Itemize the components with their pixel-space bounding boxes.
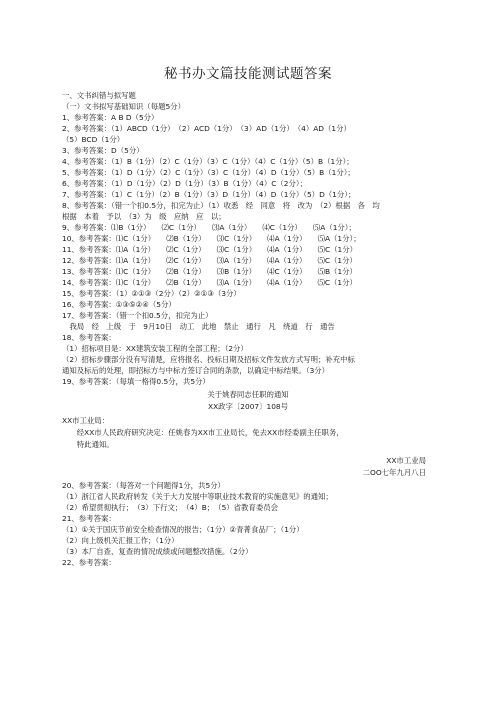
answer-line: 7、参考答案：（1）C（1分）（2）B（1分）（3）D（1分）（4）D（1分）（5）D（1分）； xyxy=(62,190,356,199)
answer-line: （1）①关于国庆节前安全检查情况的报告；（1分）②青菁食品厂；（1分） xyxy=(62,525,304,534)
answer-line: 1、参考答案：A B D（5分） xyxy=(62,113,159,122)
answer-line: （3）本厂自查、复查的情况成绩或问题整改措施。（2分） xyxy=(62,547,253,556)
answer-line: 10、参考答案：⑴C（1分） ⑵B（1分） ⑶C（1分） ⑷A（1分） ⑸A（1分）； xyxy=(62,234,361,243)
section-heading: 一、文书纠错与拟写题 xyxy=(62,91,136,100)
answer-line: 4、参考答案：（1）B（1分）（2）C（1分）（3）C（1分）（4）C（1分）（5）B（1分）； xyxy=(62,157,354,166)
answer-line: 20、参考答案：（每答对一个问题得1分，共5分） xyxy=(62,481,225,490)
notice-body: 特此通知。 xyxy=(62,440,114,449)
answer-line: 13、参考答案：⑴C（1分） ⑵B（1分） ⑶B（1分） ⑷C（1分） ⑸B（1分） xyxy=(62,267,357,276)
answer-line: 6、参考答案：（1）D（1分）（2）D（1分）（3）B（1分）（4）C（2分）； xyxy=(62,179,307,188)
answer-line: （2）希望贯彻执行； （3）下行文； （4）B； （5）省教育委员会 xyxy=(62,503,279,512)
answer-line: 11、参考答案：⑴A（1分） ⑵C（1分） ⑶C（1分） ⑷A（1分） ⑸C（1分） xyxy=(62,245,357,254)
answer-line: 3、参考答案：D（5分） xyxy=(62,146,144,155)
notice-recipient: XX市工业局： xyxy=(62,416,110,425)
subsection-heading: （一）文书拟写基础知识（每题5分） xyxy=(62,102,185,111)
notice-body: 经XX市人民政府研究决定：任姚春为XX市工业局长，免去XX市经委副主任职务， xyxy=(62,428,344,437)
document-title: 秘书办文篇技能测试题答案 xyxy=(164,66,332,82)
answer-line: （1）浙江省人民政府转发《关于大力发展中等职业技术教育的实施意见》的通知； xyxy=(62,492,333,501)
notice-date: 二OO七年九月八日 xyxy=(362,468,426,477)
answer-line: 14、参考答案：⑴C（1分） ⑵B（1分） ⑶A（1分） ⑷A（1分） ⑸C（1分） xyxy=(62,278,357,287)
answer-line: 5、参考答案：（1）D（1分）（2）C（1分）（3）C（1分）（4）D（1分）（5）B（1分）； xyxy=(62,168,355,177)
answer-line: 15、参考答案：（1）②①③（2分）（2）②①③（3分） xyxy=(62,289,241,298)
answer-line: 我局 经 上级 于 9月10日 动工 此地 禁止 通行 凡 绕道 行 通告 xyxy=(62,322,335,331)
notice-signature: XX市工业局 xyxy=(386,456,426,465)
answer-line: （2）向上级机关汇报工作；（1分） xyxy=(62,536,179,545)
answer-line: （1）招标项目是：XX建筑安装工程的全部工程；（2分） xyxy=(62,344,248,353)
answer-line: （5）BCD（1分） xyxy=(62,135,125,144)
answer-line: 18、参考答案： xyxy=(62,333,116,342)
answer-line: 22、参考答案： xyxy=(62,558,116,567)
answer-line: 19、参考答案：（每填一格得0.5分，共5分） xyxy=(62,377,210,386)
answer-line: 17、参考答案：（错一个扣0.5分，扣完为止） xyxy=(62,311,213,320)
notice-title: 关于姚春同志任职的通知 xyxy=(207,390,289,399)
answer-line: 12、参考答案：⑴A（1分） ⑵C（1分） ⑶A（1分） ⑷A（1分） ⑸C（1分） xyxy=(62,256,357,265)
answer-line: 8、参考答案：（错一个扣0.5分，扣完为止）（1）收悉 经 同意 将 改为 （2）根据 各 均 xyxy=(62,201,380,210)
answer-line: 根据 本着 予以 （3）为 级 应纳 应 以； xyxy=(62,212,226,221)
answer-line: 2、参考答案：（1）ABCD（1分） （2）ACD（1分） （3）AD（1分） （4）AD（1分） xyxy=(62,124,351,133)
answer-line: （2）招标步骤部分没有写清楚，应将报名、投标日期及招标文件发放方式写明；补充中标 xyxy=(62,355,355,364)
answer-line: 9、参考答案：⑴B（1分） ⑵C（1分） ⑶A（1分） ⑷C（1分） ⑸A（1分）； xyxy=(62,223,356,232)
answer-line: 16、参考答案：①③⑤②④（5分） xyxy=(62,300,176,309)
notice-doc-number: XX政字〔2007〕108号 xyxy=(208,402,288,411)
answer-line: 21、参考答案： xyxy=(62,514,116,523)
answer-line: 通知及标后的处理，即招标方与中标方签订合同的条款，以确定中标结果。（3分） xyxy=(62,366,330,375)
